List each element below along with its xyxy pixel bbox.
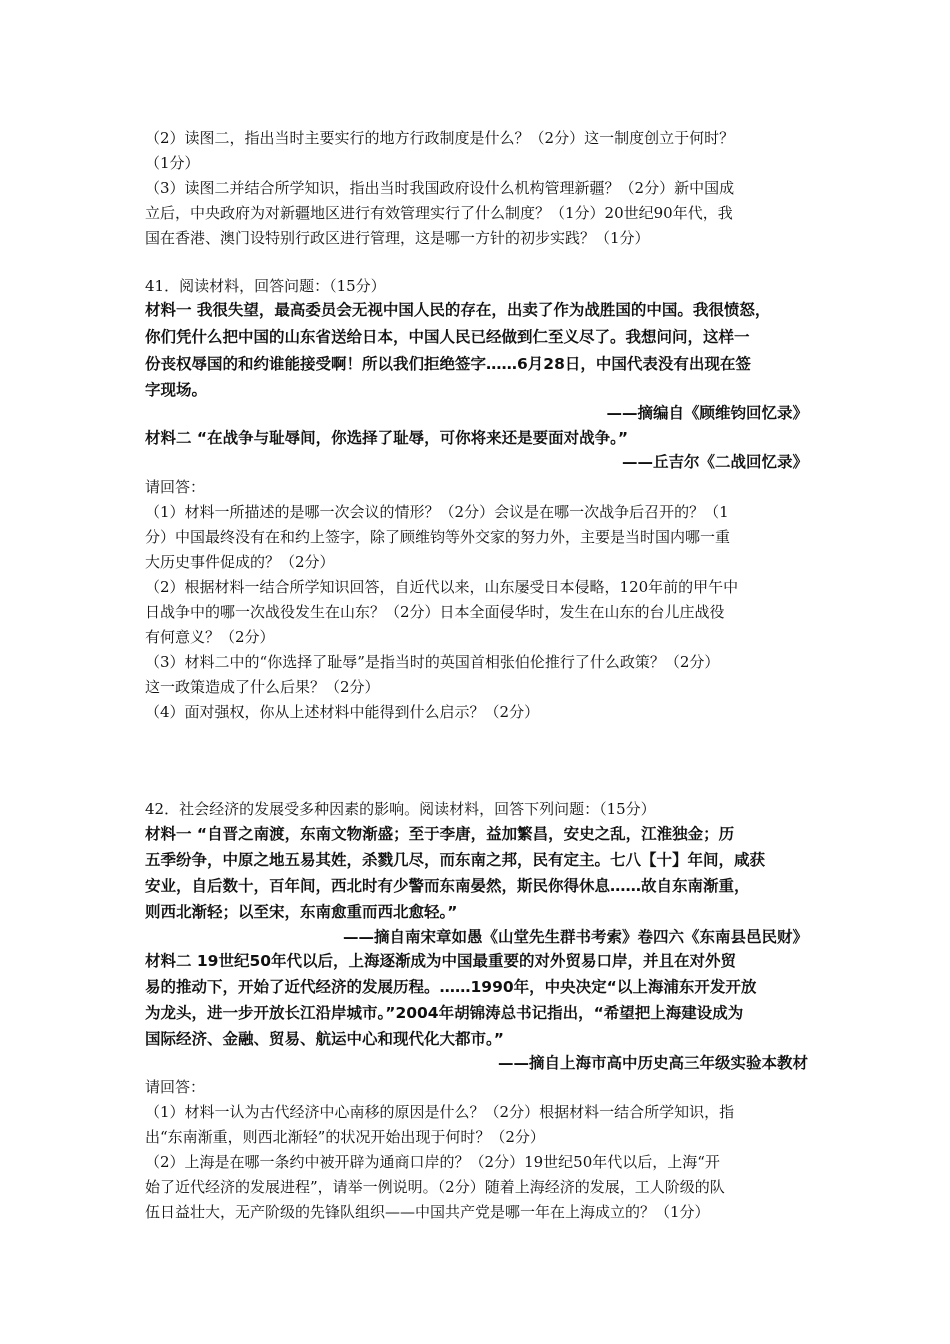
q41-prompt: 请回答：	[145, 478, 206, 496]
q42-material1-line-3: 安业，自后数十，百年间，西北时有少警而东南晏然，斯民你得休息……故自东南渐重，	[145, 877, 750, 895]
q41-material1-line-1: 材料一 我很失望，最高委员会无视中国人民的存在，出卖了作为战胜国的中国。我很愤怒，	[145, 301, 771, 319]
q42-question-line-3: （2）上海是在哪一条约中被开辟为通商口岸的？（2分）19世纪50年代以后，上海“开	[145, 1153, 720, 1171]
q41-material2: 材料二 “在战争与耻辱间，你选择了耻辱，可你将来还是要面对战争。”	[145, 429, 629, 447]
q41-source2: ——丘吉尔《二战回忆录》	[621, 453, 808, 471]
q42-material2-line-1: 材料二 19世纪50年代以后，上海逐渐成为中国最重要的对外贸易口岸，并且在对外贸	[145, 952, 737, 970]
q42-heading: 42．社会经济的发展受多种因素的影响。阅读材料，回答下列问题：（15分）	[145, 800, 656, 818]
q42-material2-line-4: 国际经济、金融、贸易、航运中心和现代化大都市。”	[145, 1030, 504, 1048]
q41-heading: 41．阅读材料，回答问题：（15分）	[145, 277, 386, 295]
q41-question-line-9: （4）面对强权，你从上述材料中能得到什么启示？（2分）	[145, 703, 540, 721]
q42-material2-line-2: 易的推动下，开始了近代经济的发展历程。……1990年，中央决定“以上海浦东开发开放	[145, 978, 757, 996]
q41-question-line-4: （2）根据材料一结合所学知识回答，自近代以来，山东屡受日本侵略，120年前的甲午中	[145, 578, 739, 596]
q42-question-line-5: 伍日益壮大，无产阶级的先锋队组织——中国共产党是哪一年在上海成立的？（1分）	[145, 1203, 710, 1221]
q41-material1-line-2: 你们凭什么把中国的山东省送给日本，中国人民已经做到仁至义尽了。我想问问，这样一	[145, 328, 750, 346]
q42-material1-line-2: 五季纷争，中原之地五易其姓，杀戮几尽，而东南之邦，民有定主。七八【十】年间，咸获	[145, 851, 766, 869]
q42-question-line-2: 出“东南渐重，则西北渐轻”的状况开始出现于何时？（2分）	[145, 1128, 545, 1146]
q41-question-line-2: 分）中国最终没有在和约上签字，除了顾维钧等外交家的努力外，主要是当时国内哪一重	[145, 528, 731, 546]
q42-question-line-1: （1）材料一认为古代经济中心南移的原因是什么？（2分）根据材料一结合所学知识，指	[145, 1103, 735, 1121]
q41-question-line-5: 日战争中的哪一次战役发生在山东？（2分）日本全面侵华时，发生在山东的台儿庄战役	[145, 603, 725, 621]
q41-question-line-7: （3）材料二中的“你选择了耻辱”是指当时的英国首相张伯伦推行了什么政策？（2分）	[145, 653, 720, 671]
q40-part3-line-2: 立后，中央政府为对新疆地区进行有效管理实行了什么制度？（1分）20世纪90年代，我	[145, 204, 733, 222]
q42-source1: ——摘自南宋章如愚《山堂先生群书考索》卷四六《东南县邑民财》	[342, 928, 808, 946]
q40-part2-line-2: （1分）	[145, 154, 200, 172]
q42-material1-line-4: 则西北渐轻；以至宋，东南愈重而西北愈轻。”	[145, 903, 458, 921]
q41-question-line-1: （1）材料一所描述的是哪一次会议的情形？（2分）会议是在哪一次战争后召开的？（1	[145, 503, 729, 521]
q41-question-line-3: 大历史事件促成的？（2分）	[145, 553, 335, 571]
q42-question-line-4: 始了近代经济的发展进程”，请举一例说明。（2分）随着上海经济的发展，工人阶级的队	[145, 1178, 725, 1196]
q41-source1: ——摘编自《顾维钧回忆录》	[606, 404, 808, 422]
q42-material2-line-3: 为龙头，进一步开放长江沿岸城市。”2004年胡锦涛总书记指出，“希望把上海建设成为	[145, 1004, 744, 1022]
q41-material1-line-4: 字现场。	[145, 381, 208, 399]
q42-source2: ——摘自上海市高中历史高三年级实验本教材	[497, 1054, 808, 1072]
q41-question-line-6: 有何意义？（2分）	[145, 628, 275, 646]
q40-part2-line-1: （2）读图二，指出当时主要实行的地方行政制度是什么？（2分）这一制度创立于何时？	[145, 129, 735, 147]
q41-material1-line-3: 份丧权辱国的和约谁能接受啊！所以我们拒绝签字……6月28日，中国代表没有出现在签	[145, 355, 751, 373]
q40-part3-line-1: （3）读图二并结合所学知识，指出当时我国政府设什么机构管理新疆？（2分）新中国成	[145, 179, 735, 197]
q42-material1-line-1: 材料一 “自晋之南渡，东南文物渐盛；至于李唐，益加繁昌，安史之乱，江淮独金；历	[145, 825, 735, 843]
q41-question-line-8: 这一政策造成了什么后果？（2分）	[145, 678, 380, 696]
q42-prompt: 请回答：	[145, 1078, 206, 1096]
q40-part3-line-3: 国在香港、澳门设特别行政区进行管理，这是哪一方针的初步实践？（1分）	[145, 229, 650, 247]
